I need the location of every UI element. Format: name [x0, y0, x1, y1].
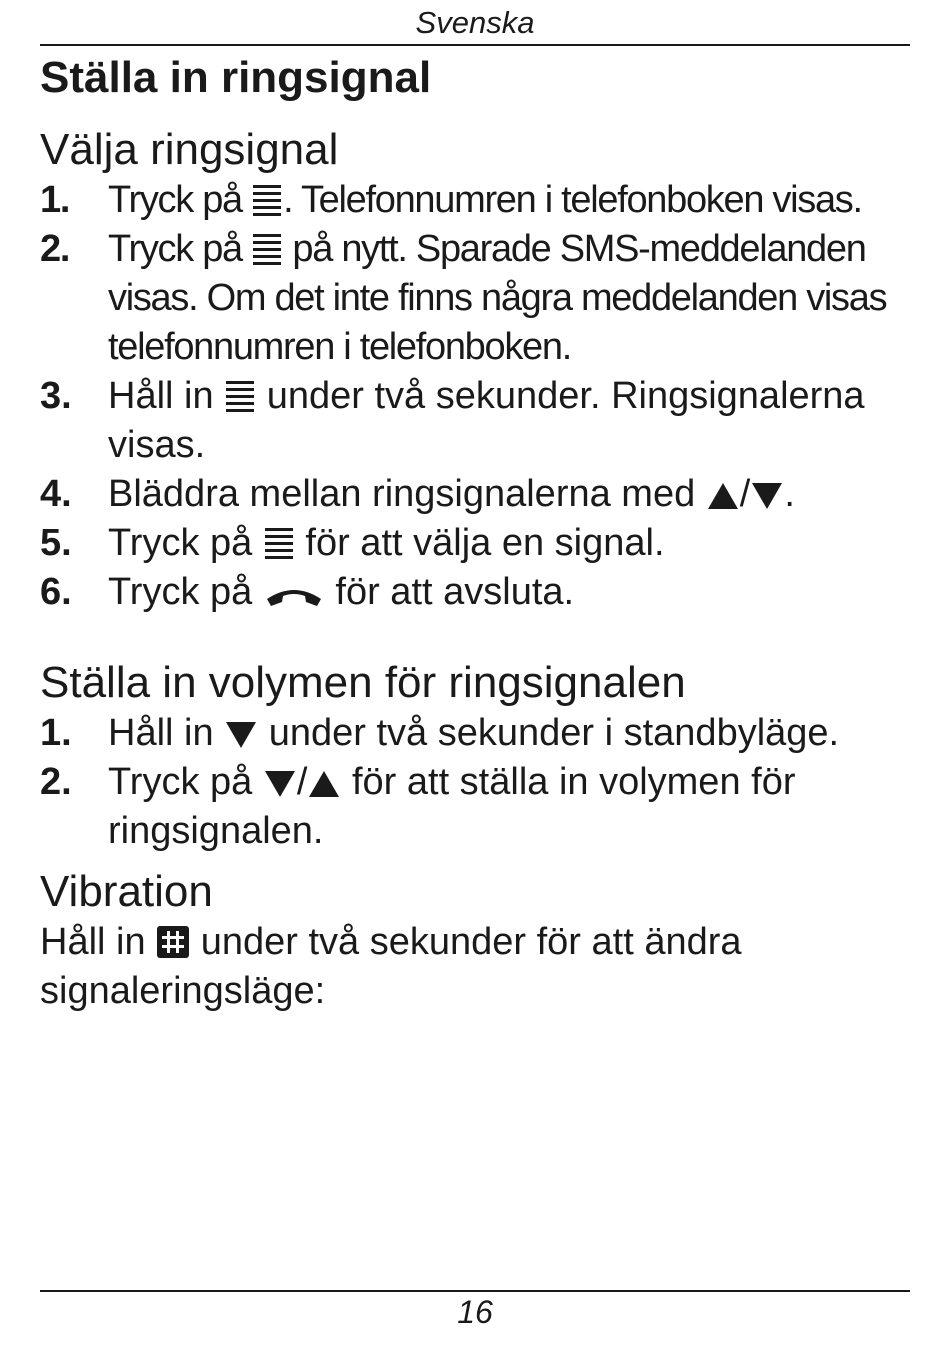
page-title: Ställa in ringsignal — [40, 53, 432, 102]
menu-key-icon — [251, 232, 283, 266]
step-text-after: . — [784, 473, 795, 515]
menu-key-icon — [224, 379, 256, 413]
menu-key-icon — [251, 183, 283, 217]
arrow-down-icon — [263, 769, 297, 799]
arrow-down-icon — [750, 481, 784, 511]
step-text-before: Tryck på — [108, 761, 253, 803]
step-text-after: för att välja en signal. — [305, 522, 665, 564]
step-text-after: under två sekunder i standbyläge. — [268, 712, 840, 754]
list-item — [40, 519, 920, 568]
step-number: 2. — [40, 228, 70, 270]
step-text-after: på nytt. Sparade SMS-meddelanden visas. Om det inte finns några meddelanden visas telefonnumren i telefonboken. — [108, 228, 887, 368]
select-ringtone-steps — [40, 176, 920, 617]
step-text-after: för att ställa in volymen för ringsignalen. — [108, 761, 796, 852]
list-item — [40, 372, 920, 470]
section-title-ringtone-volume: Ställa in volymen för ringsignalen — [40, 658, 686, 707]
arrow-up-icon — [307, 769, 341, 799]
step-text-before: Tryck på — [108, 179, 242, 221]
section-title-select-ringtone: Välja ringsignal — [40, 125, 339, 174]
vibration-text-after: under två sekunder för att ändra signaleringsläge: — [40, 921, 742, 1012]
step-number: 1. — [40, 179, 70, 221]
icon-separator: / — [296, 761, 308, 803]
menu-key-icon — [263, 526, 295, 560]
step-number: 1. — [40, 712, 72, 754]
step-number: 5. — [40, 522, 72, 564]
step-number: 2. — [40, 761, 72, 803]
step-number: 4. — [40, 473, 72, 515]
list-item — [40, 470, 920, 519]
list-item — [40, 176, 920, 225]
step-text-after: under två sekunder. Ringsignalerna visas. — [108, 375, 865, 466]
list-item — [40, 568, 920, 617]
step-text-before: Håll in — [108, 375, 214, 417]
step-text-after: . Telefonnumren i telefonboken visas. — [283, 179, 862, 221]
arrow-down-icon — [224, 720, 258, 750]
vibration-instruction — [40, 918, 920, 1016]
step-text-before: Tryck på — [108, 228, 242, 270]
vibration-text-before: Håll in — [40, 921, 146, 963]
ringtone-volume-steps — [40, 709, 920, 856]
step-number: 3. — [40, 375, 72, 417]
step-number: 6. — [40, 571, 72, 613]
list-item — [40, 225, 920, 372]
icon-separator: / — [739, 473, 751, 515]
list-item — [40, 709, 920, 758]
section-title-vibration: Vibration — [40, 867, 213, 916]
hash-key-icon — [156, 925, 190, 959]
step-text-before: Tryck på — [108, 571, 253, 613]
end-call-icon — [263, 583, 325, 609]
arrow-up-icon — [706, 481, 740, 511]
header-rule — [40, 44, 910, 46]
step-text-before: Bläddra mellan ringsignalerna med — [108, 473, 696, 515]
list-item — [40, 758, 920, 856]
step-text-before: Tryck på — [108, 522, 253, 564]
step-text-before: Håll in — [108, 712, 214, 754]
page-content — [40, 52, 920, 1016]
page-header-language: Svenska — [415, 5, 535, 40]
step-text-after: för att avsluta. — [335, 571, 575, 613]
page-number: 16 — [457, 1294, 493, 1330]
